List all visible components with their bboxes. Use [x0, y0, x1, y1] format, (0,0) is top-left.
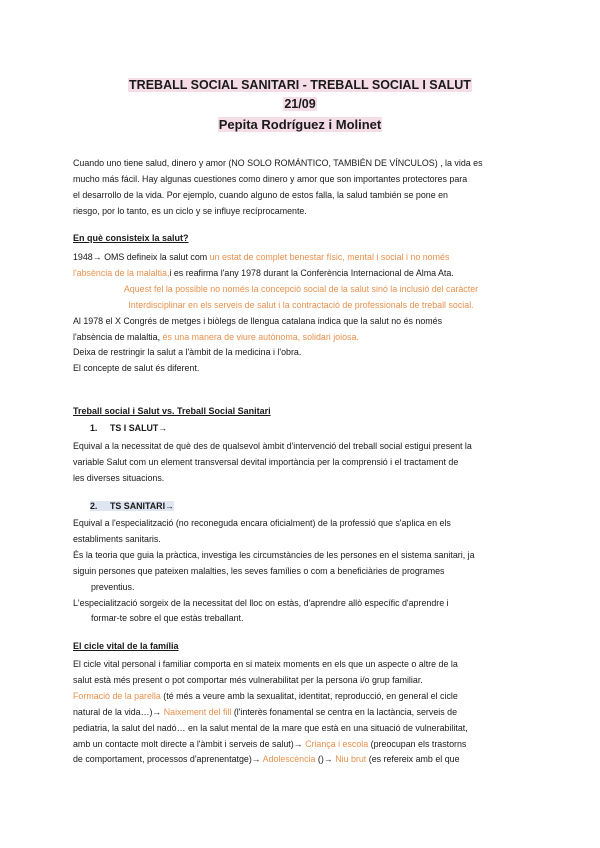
document-title: TREBALL SOCIAL SANITARI - TREBALL SOCIAL I SALUT: [129, 78, 471, 92]
ts-sanitari-paragraph: Equival a l'especialització (no reconeguda encara oficialment) de la professió que s'aplica en els establiments sanitaris. És la teoria que guia la pràctica, investiga les circumstàncies de les persones en el sistema sanitari, ja siguin persones que pateixen malalties, les seves famílies o com a beneficiàries de programes preventius. L'especialització sorgeix de la necessitat del lloc on estàs, d'aprendre allò específic d'aprendre i formar-te sobre el que estàs treballant.: [73, 518, 475, 624]
ts-salut-paragraph: Equival a la necessitat de què des de qualsevol àmbit d'intervenció del treball social estigui present la variable Salut com un element transversal devital importància per la comprensió i el tractament de les diverses situacions.: [73, 441, 472, 483]
intro-paragraph: Cuando uno tiene salud, dinero y amor (NO SOLO ROMÁNTICO, TAMBIÉN DE VÍNCULOS) , la vida es mucho más fácil. Hay algunas cuestiones como dinero y amor que son importantes protectores para el desarrollo de la vida. Por ejemplo, cuando alguno de estos falla, la salud también se pone en riesgo, por lo tanto, es un ciclo y se influye recíprocamente.: [73, 158, 483, 216]
section-heading-salut: En què consisteix la salut?: [73, 233, 189, 243]
salut-paragraph: 1948→ OMS defineix la salut com un estat de complet benestar físic, mental i social i no només l'absència de la malaltia,i es reafirma l'any 1978 durant la Conferència Internacional de Alma Ata. Aquest fel la possible no només la concepció social de la salut sinó la inclusió del caràcter Interdisciplinar en els serveis de salut i la contractació de professionals de treball social. Al 1978 el X Congrés de metges i biòlegs de llengua catalana indica que la salut no és només l'absència de malaltia, és una manera de viure autònoma, solidari joiosa. Deixa de restringir la salut a l'àmbit de la medicina i l'obra. El concepte de salut és diferent.: [73, 252, 479, 374]
list-item-ts-sanitari: 2. TS SANITARI→: [90, 501, 174, 511]
document-date: 21/09: [284, 97, 316, 111]
section-heading-cicle: El cicle vital de la família: [73, 641, 179, 651]
document-author: Pepita Rodríguez i Molinet: [218, 117, 382, 132]
section-heading-ts: Treball social i Salut vs. Treball Social Sanitari: [73, 406, 271, 416]
list-item-ts-salut: 1. TS I SALUT→: [90, 423, 168, 433]
cicle-paragraph: El cicle vital personal i familiar comporta en si mateix moments en els que un aspecte o altre de la salut està més present o pot comportar més vulnerabilitat per la persona i/o grup familiar. Formació de la parella (té més a veure amb la sexualitat, identitat, reproducció, en general el cicle natural de la vida…)→ Naixement del fill (l'interès fonamental se centra en la lactància, serveis de pediatria, la salut del nadó… en la salut mental de la mare que està en una situació de vulnerabilitat, amb un contacte molt directe a l'àmbit i serveis de salut)→ Criança i escola (preocupan els trastorns de comportament, processos d'aprenentatge)→ Adolescència ()→ Niu brut (es refereix amb el que: [73, 659, 468, 765]
